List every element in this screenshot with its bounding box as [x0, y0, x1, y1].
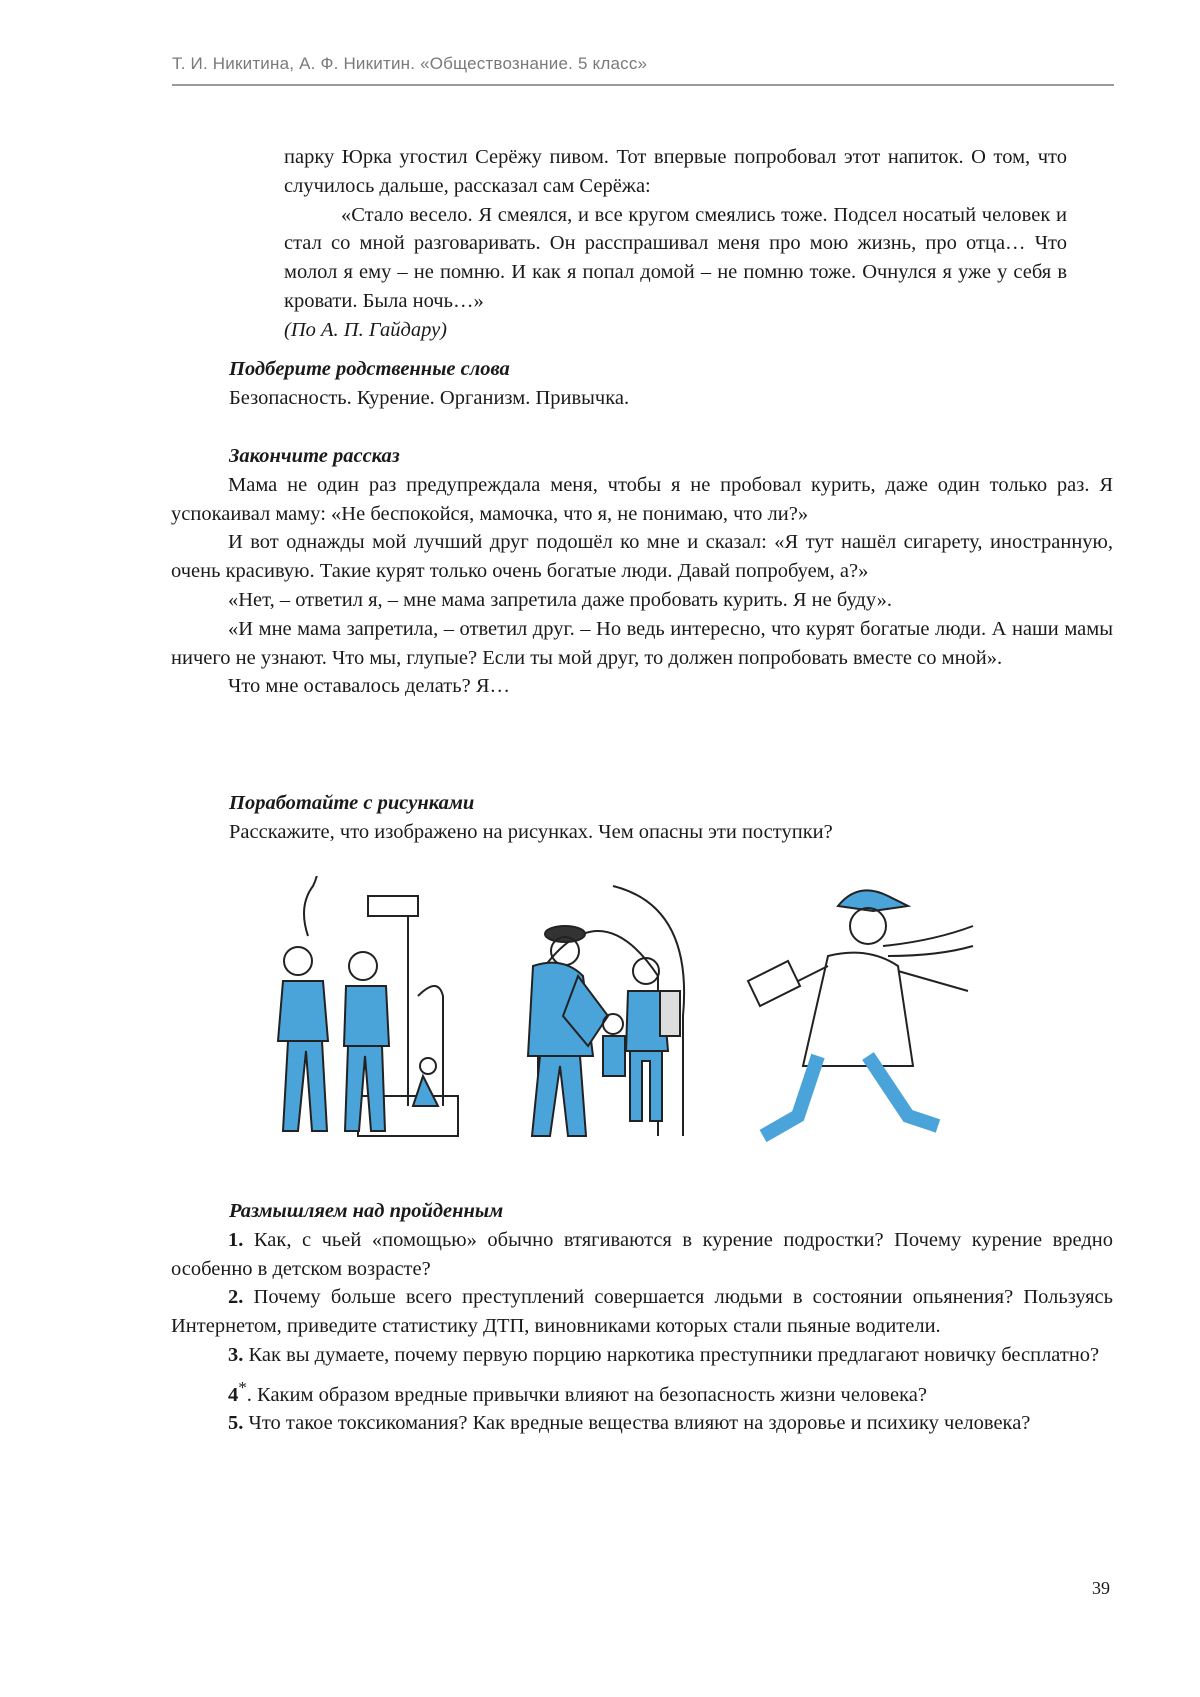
- story-quote: «Стало весело. Я смеялся, и все кругом смеялись тоже. Подсел носатый человек и стал со мной разговаривать. Он расспрашивал меня про мою жизнь, про отца… Что молол я ему – не помню. И как я попал домой – не помню тоже. Очнулся я уже у себя в кровати. Была ночь…»: [284, 201, 1067, 316]
- question-number: 4: [228, 1384, 238, 1406]
- running-header: Т. И. Никитина, А. Ф. Никитин. «Обществознание. 5 класс»: [172, 54, 647, 74]
- paragraph: «И мне мама запретила, – ответил друг. – Но ведь интересно, что курят богатые люди. А наши мамы ничего не узнают. Что мы, глупые? Если ты мой друг, то должен попробовать вместе со мной».: [171, 615, 1113, 673]
- illustration-smoking-boys: [278, 876, 458, 1136]
- question-text: Почему больше всего преступлений совершается людьми в состоянии опьянения? Пользуясь Интернетом, приведите статистику ДТП, виновниками которых стали пьяные водители.: [171, 1286, 1113, 1337]
- illustration-stranger-and-child: [528, 886, 684, 1136]
- question-2: [171, 1283, 1113, 1341]
- page-number: 39: [1092, 1578, 1110, 1599]
- illustration-drunk-teen: [748, 890, 973, 1136]
- header-divider: [172, 84, 1114, 86]
- paragraph: «Нет, – ответил я, – мне мама запретила даже пробовать курить. Я не буду».: [171, 586, 1113, 615]
- question-text: Как вы думаете, почему первую порцию наркотика преступники предлагают новичку бесплатно?: [243, 1344, 1099, 1366]
- related-words-heading: Подберите родственные слова: [229, 355, 1113, 384]
- paragraph: И вот однажды мой лучший друг подошёл ко мне и сказал: «Я тут нашёл сигарету, иностранную, очень красивую. Такие курят только очень богатые люди. Давай попробуем, а?»: [171, 528, 1113, 586]
- question-number: 5.: [228, 1412, 243, 1434]
- pictures-text: Расскажите, что изображено на рисунках. Чем опасны эти поступки?: [229, 818, 1113, 847]
- finish-story-section: [171, 442, 1113, 701]
- question-text: Что такое токсикомания? Как вредные вещества влияют на здоровье и психику человека?: [243, 1412, 1030, 1434]
- paragraph: Мама не один раз предупреждала меня, чтобы я не пробовал курить, даже один только раз. Я успокаивал маму: «Не беспокойся, мамочка, что я, не понимаю, что ли?»: [171, 471, 1113, 529]
- question-text: . Каким образом вредные привычки влияют на безопасность жизни человека?: [247, 1384, 927, 1406]
- reflection-heading: Размышляем над пройденным: [171, 1197, 1113, 1226]
- story-excerpt: [284, 143, 1067, 345]
- finish-story-heading: Закончите рассказ: [171, 442, 1113, 471]
- pictures-heading: Поработайте с рисунками: [229, 789, 1113, 818]
- story-source: (По А. П. Гайдару): [284, 316, 1067, 345]
- story-intro: парку Юрка угостил Серёжу пивом. Тот впервые попробовал этот напиток. О том, что случилось дальше, рассказал сам Серёжа:: [284, 143, 1067, 201]
- question-number: 3.: [228, 1344, 243, 1366]
- paragraph: Что мне оставалось делать? Я…: [171, 672, 1113, 701]
- question-5: [171, 1409, 1113, 1438]
- related-words-section: [229, 355, 1113, 413]
- question-number: 2.: [228, 1286, 243, 1308]
- question-1: [171, 1226, 1113, 1284]
- illustrations: [268, 876, 1003, 1154]
- question-number: 1.: [228, 1229, 243, 1251]
- question-4: [171, 1374, 1113, 1410]
- question-text: Как, с чьей «помощью» обычно втягиваются в курение подростки? Почему курение вредно особенно в детском возрасте?: [171, 1229, 1113, 1280]
- question-asterisk: *: [238, 1378, 247, 1397]
- related-words-text: Безопасность. Курение. Организм. Привычка.: [229, 384, 1113, 413]
- question-3: [171, 1341, 1113, 1370]
- reflection-section: [171, 1197, 1113, 1438]
- pictures-section: [229, 789, 1113, 847]
